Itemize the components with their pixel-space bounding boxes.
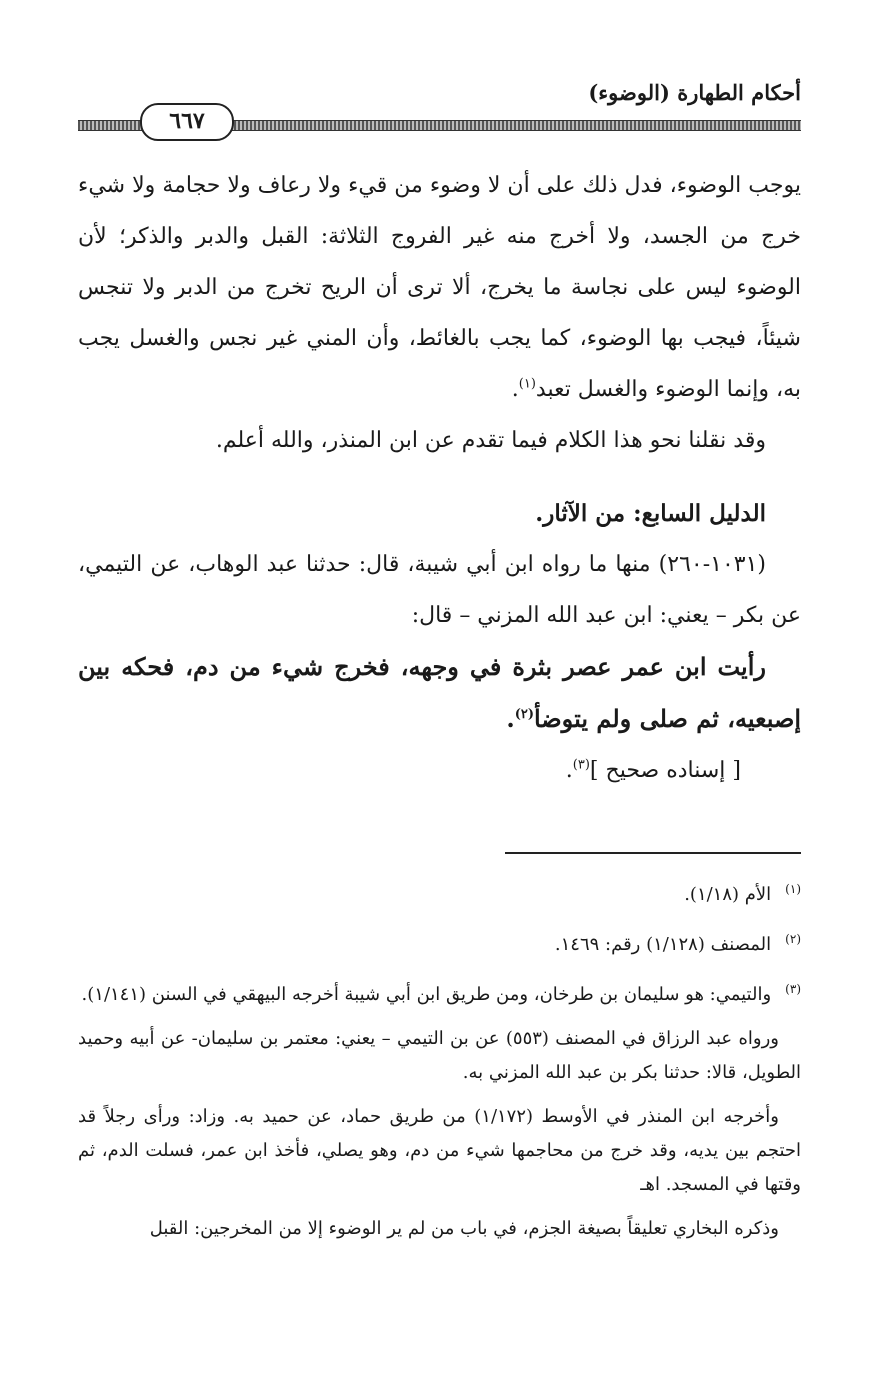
footnote-3-continuation-2: وأخرجه ابن المنذر في الأوسط (١/١٧٢) من طريق حماد، عن حميد به. وزاد: ورأى رجلاً قد احتجم بين يديه، وقد خرج من محاجمها شيء من دم، وهو يصلي، فأخذ ابن عمر، فسلت الدم، ثم وقتها في المسجد. اهـ (78, 1106, 801, 1195)
footnote-ref-1: (١) (518, 376, 536, 392)
page-number: ٦٦٧ (140, 103, 234, 141)
main-text (78, 160, 801, 796)
footnote-3-number: (٣) (785, 982, 801, 996)
footnote-2-number: (٢) (785, 932, 801, 946)
footnote-1 (78, 872, 801, 912)
footnote-2 (78, 922, 801, 962)
footnote-3-continuation-1: ورواه عبد الرزاق في المصنف (٥٥٣) عن بن التيمي – يعني: معتمر بن سليمان- عن أبيه وحميد الطويل، قالا: حدثنا بكر بن عبد الله المزني به. (78, 1028, 801, 1083)
footnote-3 (78, 972, 801, 1012)
footnote-separator (505, 852, 801, 854)
section-heading: الدليل السابع: من الآثار. (535, 500, 766, 527)
footnote-3-continuation-3: وذكره البخاري تعليقاً بصيغة الجزم، في باب من لم ير الوضوء إلا من المخرجين: القبل (149, 1218, 779, 1239)
footnote-ref-3: (٣) (572, 757, 590, 773)
paragraph-1-text: يوجب الوضوء، فدل ذلك على أن لا وضوء من قيء ولا رعاف ولا حجامة ولا شيء خرج من الجسد، ولا أخرج منه غير الفروج الثلاثة: القبل والدبر والذكر؛ لأن الوضوء ليس على نجاسة ما يخرج، ألا ترى أن الريح تخرج من الدبر ولا تنجس شيئاً، فيجب بها الوضوء، كما يجب بالغائط، وأن المني غير نجس والغسل يجب به، وإنما الوضوء والغسل تعبد (78, 173, 801, 402)
isnad-grade-text: [ إسناده صحيح ] (589, 758, 741, 783)
paragraph-1 (78, 160, 801, 415)
footnote-ref-2: (٢) (514, 707, 534, 722)
quoted-narration-end: . (506, 704, 515, 733)
paragraph-2: وقد نقلنا نحو هذا الكلام فيما تقدم عن ابن المنذر، والله أعلم. (215, 428, 766, 453)
narration-chain: (١٠٣١-٢٦٠) منها ما رواه ابن أبي شيبة، قال: حدثنا عبد الوهاب، عن التيمي، عن بكر – يعني: ابن عبد الله المزني – قال: (78, 552, 801, 628)
running-title: أحكام الطهارة (الوضوء) (588, 80, 801, 105)
isnad-grade (78, 745, 801, 796)
quoted-narration (78, 641, 801, 745)
footnote-1-number: (١) (785, 882, 801, 896)
footnote-1-text: الأم (١/١٨). (684, 884, 772, 905)
paragraph-1-end: . (511, 377, 519, 402)
quoted-narration-text: رأيت ابن عمر عصر بثرة في وجهه، فخرج شيء من دم، فحكه بين إصبعيه، ثم صلى ولم يتوضأ (78, 652, 801, 733)
footnotes (78, 872, 801, 1256)
footnote-2-text: المصنف (١/١٢٨) رقم: ١٤٦٩. (554, 934, 772, 955)
isnad-grade-end: . (565, 758, 573, 783)
footnote-3-text: والتيمي: هو سليمان بن طرخان، ومن طريق ابن أبي شيبة أخرجه البيهقي في السنن (١/١٤١). (81, 984, 772, 1005)
